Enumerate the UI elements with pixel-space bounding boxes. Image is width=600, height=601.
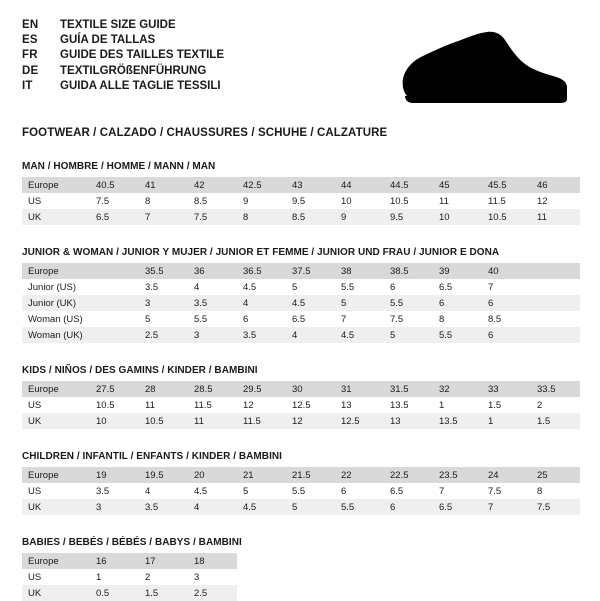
- size-cell: 13: [384, 413, 433, 429]
- size-table-body: [22, 381, 580, 429]
- row-label: Europe: [22, 263, 90, 279]
- size-cell: 13.5: [433, 413, 482, 429]
- size-cell: 5: [139, 311, 188, 327]
- row-label: Europe: [22, 553, 90, 569]
- size-cell: 4.5: [188, 483, 237, 499]
- size-cell: 5: [237, 483, 286, 499]
- size-cell: 21.5: [286, 467, 335, 483]
- size-cell: 45.5: [482, 177, 531, 193]
- size-cell: 10.5: [90, 397, 139, 413]
- page-subtitle: FOOTWEAR / CALZADO / CHAUSSURES / SCHUHE / CALZATURE: [22, 127, 388, 139]
- table-row: [22, 327, 580, 343]
- table-row: [22, 397, 580, 413]
- size-cell: 3: [188, 569, 237, 585]
- language-code: ES: [22, 34, 38, 47]
- size-cell: 28: [139, 381, 188, 397]
- section-title: BABIES / BEBÉS / BÉBÉS / BABYS / BAMBINI: [22, 537, 242, 548]
- size-cell: 46: [531, 177, 580, 193]
- language-title: GUIDA ALLE TAGLIE TESSILI: [60, 79, 221, 92]
- size-cell: 5.5: [433, 327, 482, 343]
- size-cell: 11.5: [188, 397, 237, 413]
- size-section: [22, 365, 578, 429]
- size-cell: 12: [531, 193, 580, 209]
- language-row: [22, 33, 224, 48]
- language-title-list: [22, 18, 224, 94]
- size-cell: 12.5: [335, 413, 384, 429]
- size-table: [22, 177, 580, 225]
- size-cell: 7.5: [188, 209, 237, 225]
- size-cell: 7.5: [90, 193, 139, 209]
- size-cell: 38.5: [384, 263, 433, 279]
- size-cell: 10.5: [482, 209, 531, 225]
- size-table: [22, 263, 580, 343]
- size-table-body: [22, 263, 580, 343]
- row-label: US: [22, 483, 90, 499]
- size-cell: 3.5: [237, 327, 286, 343]
- size-cell: 44: [335, 177, 384, 193]
- size-cell: 1.5: [531, 413, 580, 429]
- size-cell: 1.5: [139, 585, 188, 601]
- size-cell: 7.5: [482, 483, 531, 499]
- size-cell: 28.5: [188, 381, 237, 397]
- size-cell: [90, 311, 139, 327]
- size-cell: 4.5: [237, 499, 286, 515]
- language-code: DE: [22, 64, 39, 77]
- size-cell: 0.5: [90, 585, 139, 601]
- size-cell: 35.5: [139, 263, 188, 279]
- size-cell: 6: [384, 499, 433, 515]
- size-cell: 22.5: [384, 467, 433, 483]
- size-cell: 31: [335, 381, 384, 397]
- size-cell: 5.5: [188, 311, 237, 327]
- size-cell: 3: [90, 499, 139, 515]
- size-section: [22, 247, 578, 343]
- language-row: [22, 18, 224, 33]
- size-cell: 8.5: [286, 209, 335, 225]
- size-cell: 6.5: [90, 209, 139, 225]
- table-row: [22, 177, 580, 193]
- size-cell: 5: [384, 327, 433, 343]
- size-cell: 4: [188, 499, 237, 515]
- size-cell: 43: [286, 177, 335, 193]
- size-cell: 7: [139, 209, 188, 225]
- document-header: [22, 18, 578, 110]
- size-cell: 44.5: [384, 177, 433, 193]
- row-label: Europe: [22, 467, 90, 483]
- dress-shoe-icon: [383, 30, 568, 105]
- size-cell: 29.5: [237, 381, 286, 397]
- size-cell: 24: [482, 467, 531, 483]
- size-cell: [531, 263, 580, 279]
- size-cell: 6.5: [433, 499, 482, 515]
- size-section: [22, 537, 578, 601]
- size-cell: 8: [531, 483, 580, 499]
- size-cell: 6: [237, 311, 286, 327]
- size-table-body: [22, 553, 237, 601]
- size-cell: 12: [286, 413, 335, 429]
- size-cell: 1: [90, 569, 139, 585]
- size-cell: 9.5: [286, 193, 335, 209]
- size-cell: 9.5: [384, 209, 433, 225]
- size-cell: [531, 295, 580, 311]
- size-cell: 6: [482, 327, 531, 343]
- size-cell: 7: [482, 279, 531, 295]
- size-cell: 12.5: [286, 397, 335, 413]
- size-cell: 18: [188, 553, 237, 569]
- size-cell: 4: [188, 279, 237, 295]
- size-cell: 2.5: [139, 327, 188, 343]
- language-row: [22, 79, 224, 94]
- table-row: [22, 585, 237, 601]
- row-label: Woman (US): [22, 311, 90, 327]
- size-cell: 17: [139, 553, 188, 569]
- size-cell: 3: [139, 295, 188, 311]
- table-row: [22, 263, 580, 279]
- size-cell: 9: [335, 209, 384, 225]
- size-cell: 8: [139, 193, 188, 209]
- size-cell: 22: [335, 467, 384, 483]
- size-cell: 5.5: [335, 499, 384, 515]
- row-label: UK: [22, 585, 90, 601]
- table-row: [22, 209, 580, 225]
- size-cell: 5: [286, 279, 335, 295]
- size-cell: 2: [531, 397, 580, 413]
- section-title: MAN / HOMBRE / HOMME / MANN / MAN: [22, 161, 216, 172]
- row-label: Europe: [22, 177, 90, 193]
- language-row: [22, 64, 224, 79]
- row-label: US: [22, 397, 90, 413]
- size-cell: 19.5: [139, 467, 188, 483]
- size-cell: 11.5: [237, 413, 286, 429]
- size-cell: 12: [237, 397, 286, 413]
- size-cell: [531, 279, 580, 295]
- row-label: Woman (UK): [22, 327, 90, 343]
- size-table: [22, 467, 580, 515]
- size-cell: 4.5: [286, 295, 335, 311]
- size-cell: 27.5: [90, 381, 139, 397]
- size-cell: 40: [482, 263, 531, 279]
- table-row: [22, 295, 580, 311]
- section-title: JUNIOR & WOMAN / JUNIOR Y MUJER / JUNIOR ET FEMME / JUNIOR UND FRAU / JUNIOR E DONA: [22, 247, 500, 258]
- row-label: UK: [22, 499, 90, 515]
- size-cell: 41: [139, 177, 188, 193]
- size-cell: 7: [335, 311, 384, 327]
- shoe-illustration: [383, 30, 568, 110]
- table-row: [22, 413, 580, 429]
- row-label: Europe: [22, 381, 90, 397]
- size-cell: 40.5: [90, 177, 139, 193]
- language-title: TEXTILE SIZE GUIDE: [60, 19, 176, 31]
- table-row: [22, 311, 580, 327]
- size-cell: 6: [335, 483, 384, 499]
- size-cell: 32: [433, 381, 482, 397]
- size-cell: 9: [237, 193, 286, 209]
- size-cell: 7.5: [384, 311, 433, 327]
- size-cell: 1: [433, 397, 482, 413]
- table-row: [22, 193, 580, 209]
- size-section: [22, 451, 578, 515]
- size-cell: 23.5: [433, 467, 482, 483]
- size-cell: 6: [384, 279, 433, 295]
- size-cell: 10.5: [384, 193, 433, 209]
- size-cell: 33: [482, 381, 531, 397]
- size-cell: 6: [482, 295, 531, 311]
- size-cell: 1.5: [482, 397, 531, 413]
- size-cell: 20: [188, 467, 237, 483]
- size-cell: 11: [139, 397, 188, 413]
- size-cell: 11.5: [482, 193, 531, 209]
- row-label: Junior (UK): [22, 295, 90, 311]
- section-title: KIDS / NIÑOS / DES GAMINS / KINDER / BAMBINI: [22, 365, 258, 376]
- size-cell: 37.5: [286, 263, 335, 279]
- size-cell: 3.5: [188, 295, 237, 311]
- size-cell: 33.5: [531, 381, 580, 397]
- size-cell: 36: [188, 263, 237, 279]
- size-cell: 31.5: [384, 381, 433, 397]
- table-row: [22, 381, 580, 397]
- size-cell: 2.5: [188, 585, 237, 601]
- size-cell: 3: [188, 327, 237, 343]
- size-cell: 13: [335, 397, 384, 413]
- size-cell: 11: [188, 413, 237, 429]
- size-cell: 3.5: [139, 279, 188, 295]
- size-cell: 10.5: [139, 413, 188, 429]
- size-cell: 39: [433, 263, 482, 279]
- size-cell: 8.5: [482, 311, 531, 327]
- size-cell: 5.5: [286, 483, 335, 499]
- row-label: US: [22, 193, 90, 209]
- size-cell: [531, 311, 580, 327]
- size-cell: 8.5: [188, 193, 237, 209]
- size-cell: 30: [286, 381, 335, 397]
- size-cell: 10: [433, 209, 482, 225]
- size-cell: 10: [335, 193, 384, 209]
- table-row: [22, 483, 580, 499]
- size-cell: 4: [139, 483, 188, 499]
- size-cell: [90, 327, 139, 343]
- language-code: EN: [22, 19, 39, 31]
- table-row: [22, 467, 580, 483]
- size-sections: [22, 161, 578, 601]
- language-title: GUIDE DES TAILLES TEXTILE: [60, 49, 224, 62]
- table-row: [22, 553, 237, 569]
- size-cell: 7: [433, 483, 482, 499]
- size-cell: 1: [482, 413, 531, 429]
- size-table-body: [22, 467, 580, 515]
- size-cell: 8: [433, 311, 482, 327]
- size-cell: 3.5: [90, 483, 139, 499]
- size-cell: 42: [188, 177, 237, 193]
- row-label: UK: [22, 413, 90, 429]
- size-section: [22, 161, 578, 225]
- size-table: [22, 381, 580, 429]
- size-cell: [90, 279, 139, 295]
- size-cell: 6.5: [433, 279, 482, 295]
- size-cell: 11: [531, 209, 580, 225]
- size-table: [22, 553, 237, 601]
- size-cell: 2: [139, 569, 188, 585]
- row-label: UK: [22, 209, 90, 225]
- language-row: [22, 48, 224, 63]
- section-title: CHILDREN / INFANTIL / ENFANTS / KINDER / BAMBINI: [22, 451, 282, 462]
- size-cell: 13.5: [384, 397, 433, 413]
- size-table-body: [22, 177, 580, 225]
- size-cell: 5.5: [384, 295, 433, 311]
- size-cell: 5: [335, 295, 384, 311]
- size-cell: 45: [433, 177, 482, 193]
- size-cell: 36.5: [237, 263, 286, 279]
- size-cell: 11: [433, 193, 482, 209]
- size-cell: [90, 295, 139, 311]
- size-cell: 5: [286, 499, 335, 515]
- size-cell: 10: [90, 413, 139, 429]
- size-cell: 4: [286, 327, 335, 343]
- table-row: [22, 279, 580, 295]
- language-code: IT: [22, 79, 33, 92]
- size-cell: [90, 263, 139, 279]
- language-title: GUÍA DE TALLAS: [60, 34, 156, 47]
- size-cell: 16: [90, 553, 139, 569]
- size-cell: 7.5: [531, 499, 580, 515]
- size-cell: 38: [335, 263, 384, 279]
- row-label: Junior (US): [22, 279, 90, 295]
- table-row: [22, 569, 237, 585]
- size-cell: 21: [237, 467, 286, 483]
- size-cell: 3.5: [139, 499, 188, 515]
- size-cell: 4.5: [335, 327, 384, 343]
- size-cell: 4: [237, 295, 286, 311]
- size-cell: 7: [482, 499, 531, 515]
- language-code: FR: [22, 49, 38, 62]
- size-cell: [531, 327, 580, 343]
- size-cell: 5.5: [335, 279, 384, 295]
- language-title: TEXTILGRÖßENFÜHRUNG: [60, 64, 207, 77]
- size-cell: 6.5: [384, 483, 433, 499]
- table-row: [22, 499, 580, 515]
- size-cell: 6.5: [286, 311, 335, 327]
- size-cell: 4.5: [237, 279, 286, 295]
- size-cell: 6: [433, 295, 482, 311]
- language-title-list-body: [22, 18, 224, 94]
- size-cell: 25: [531, 467, 580, 483]
- size-cell: 8: [237, 209, 286, 225]
- size-cell: 19: [90, 467, 139, 483]
- size-cell: 42.5: [237, 177, 286, 193]
- row-label: US: [22, 569, 90, 585]
